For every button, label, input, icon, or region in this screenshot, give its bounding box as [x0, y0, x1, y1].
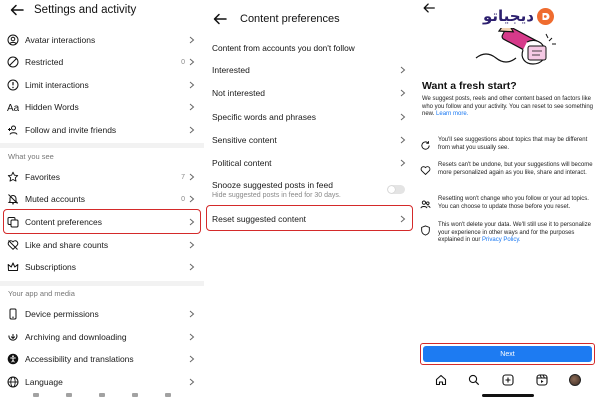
settings-item-label: Subscriptions — [25, 262, 77, 272]
heart-icon — [420, 163, 432, 175]
chevron-right-icon — [189, 103, 195, 111]
content-preferences-icon — [7, 216, 19, 228]
avatar — [569, 374, 581, 386]
chevron-right-icon — [189, 218, 195, 226]
back-arrow-icon[interactable] — [422, 1, 436, 15]
settings-item-accessibility[interactable] — [0, 348, 204, 370]
settings-item-label: Follow and invite friends — [25, 125, 117, 135]
content-pref-not-interested[interactable] — [204, 81, 416, 104]
chevron-right-icon — [189, 58, 195, 66]
snooze-subtitle: Hide suggested posts in feed for 30 days. — [212, 192, 341, 199]
settings-header — [0, 0, 204, 20]
chevron-right-icon — [189, 81, 195, 89]
settings-item-muted-accounts[interactable] — [0, 188, 204, 210]
tab-profile[interactable] — [568, 373, 582, 387]
page-title: Settings and activity — [34, 4, 137, 16]
settings-item-label: Accessibility and translations — [25, 354, 134, 364]
chevron-right-icon — [189, 378, 195, 386]
download-icon — [7, 331, 19, 343]
back-arrow-icon[interactable] — [212, 11, 228, 27]
settings-item-archiving-downloading[interactable] — [0, 326, 204, 348]
settings-item-limit-interactions[interactable] — [0, 74, 204, 96]
settings-item-subscriptions[interactable] — [0, 256, 204, 278]
count-badge: 0 — [181, 58, 185, 66]
settings-item-label: Muted accounts — [25, 194, 86, 204]
info-item-cant-undo — [420, 162, 596, 177]
section-title-not-following: Content from accounts you don't follow — [212, 43, 355, 53]
chevron-right-icon — [189, 195, 195, 203]
heart-off-icon — [7, 239, 19, 251]
content-pref-label: Interested — [212, 64, 250, 75]
chevron-right-icon — [400, 89, 406, 97]
settings-item-label: Like and share counts — [25, 240, 109, 250]
home-indicator — [482, 394, 534, 397]
fresh-start-description — [422, 96, 596, 119]
text-aa-icon — [7, 101, 19, 113]
back-arrow-icon[interactable] — [9, 2, 25, 18]
learn-more-link[interactable]: Learn more. — [436, 111, 469, 117]
settings-item-label: Hidden Words — [25, 102, 79, 112]
chevron-right-icon — [189, 36, 195, 44]
next-button[interactable]: Next — [423, 346, 592, 362]
tab-reels[interactable] — [535, 373, 549, 387]
info-item-data-kept — [420, 222, 596, 245]
fresh-start-panel — [416, 0, 600, 400]
info-item-follow-unchanged — [420, 196, 596, 211]
content-pref-label: Political content — [212, 157, 272, 168]
settings-item-device-permissions[interactable] — [0, 303, 204, 325]
reels-icon — [536, 374, 548, 386]
shield-icon — [420, 223, 432, 235]
crown-icon — [7, 261, 19, 273]
fresh-start-title: Want a fresh start? — [422, 80, 517, 92]
snooze-toggle[interactable] — [387, 185, 405, 194]
highlight-next-button — [420, 343, 595, 365]
fresh-start-illustration-icon — [472, 28, 562, 74]
add-post-icon — [502, 374, 514, 386]
info-text: Resetting won't change who you follow or your ad topics. You can choose to update those before you reset. — [438, 196, 589, 210]
bell-off-icon — [7, 193, 19, 205]
section-title-app-media: Your app and media — [8, 289, 75, 298]
chevron-right-icon — [189, 173, 195, 181]
settings-item-follow-invite[interactable] — [0, 119, 204, 141]
logo-text: دیجیاتو — [483, 7, 534, 25]
tab-home[interactable] — [434, 373, 448, 387]
star-icon — [7, 171, 19, 183]
settings-item-label: Limit interactions — [25, 80, 89, 90]
chevron-right-icon — [189, 241, 195, 249]
reset-suggested-content-row[interactable] — [204, 207, 416, 230]
settings-item-hidden-words[interactable] — [0, 96, 204, 118]
info-item-new-topics — [420, 137, 596, 152]
content-pref-label: Specific words and phrases — [212, 111, 316, 122]
refresh-icon — [420, 138, 432, 150]
accessibility-icon — [7, 353, 19, 365]
description-text: We suggest posts, reels and other content based on factors like who you follow and your activity. You can reset to see something new. — [422, 96, 593, 117]
tab-search[interactable] — [467, 373, 481, 387]
chevron-right-icon — [400, 159, 406, 167]
chevron-right-icon — [400, 113, 406, 121]
settings-item-label: Favorites — [25, 172, 60, 182]
chevron-right-icon — [189, 126, 195, 134]
logo-badge-icon — [537, 8, 554, 25]
limit-icon — [7, 79, 19, 91]
settings-item-content-preferences[interactable] — [0, 211, 204, 233]
content-pref-political[interactable] — [204, 151, 416, 174]
avatar-icon — [7, 34, 19, 46]
content-preferences-panel — [204, 0, 416, 400]
settings-item-label: Content preferences — [25, 217, 103, 227]
settings-item-label: Restricted — [25, 57, 64, 67]
content-preferences-header — [204, 9, 416, 29]
content-pref-label: Not interested — [212, 87, 265, 98]
section-divider — [0, 281, 204, 286]
tab-create[interactable] — [501, 373, 515, 387]
watermark-logo — [483, 7, 554, 25]
globe-icon — [7, 376, 19, 388]
section-divider — [0, 143, 204, 148]
content-pref-label: Sensitive content — [212, 134, 277, 145]
search-icon — [468, 374, 480, 386]
info-text: You'll see suggestions about topics that may be different from what you usually see. — [438, 137, 588, 151]
bottom-nav-hint — [0, 393, 204, 400]
section-title-what-you-see: What you see — [8, 152, 54, 161]
settings-item-like-share-counts[interactable] — [0, 234, 204, 256]
info-text — [438, 222, 596, 245]
page-title: Content preferences — [240, 13, 340, 25]
settings-item-restricted[interactable] — [0, 51, 204, 73]
chevron-right-icon — [189, 355, 195, 363]
svg-text:Aa: Aa — [7, 103, 19, 113]
settings-item-favorites[interactable] — [0, 166, 204, 188]
content-pref-interested[interactable] — [204, 58, 416, 81]
restricted-icon — [7, 56, 19, 68]
chevron-right-icon — [189, 310, 195, 318]
chevron-right-icon — [189, 263, 195, 271]
reset-suggested-label: Reset suggested content — [212, 213, 307, 224]
bottom-tab-bar — [416, 369, 600, 391]
settings-item-label: Device permissions — [25, 309, 99, 319]
settings-item-label: Language — [25, 377, 63, 387]
settings-item-avatar-interactions[interactable] — [0, 29, 204, 51]
content-pref-specific-words[interactable] — [204, 105, 416, 128]
phone-icon — [7, 308, 19, 320]
person-add-icon — [7, 124, 19, 136]
content-pref-sensitive[interactable] — [204, 128, 416, 151]
info-text: Resets can't be undone, but your suggestions will become more personalized again as you like, share and interact. — [438, 162, 593, 176]
people-icon — [420, 197, 432, 209]
count-badge: 0 — [181, 195, 185, 203]
settings-item-language[interactable] — [0, 371, 204, 393]
info-text-body: This won't delete your data. We'll still use it to personalize your experience in other ways and for the purposes explained in our — [438, 222, 591, 243]
settings-item-label: Avatar interactions — [25, 35, 96, 45]
snooze-title: Snooze suggested posts in feed — [212, 180, 333, 190]
chevron-right-icon — [400, 136, 406, 144]
settings-panel — [0, 0, 204, 400]
chevron-right-icon — [400, 66, 406, 74]
privacy-policy-link[interactable]: Privacy Policy. — [482, 237, 521, 243]
count-badge: 7 — [181, 173, 185, 181]
chevron-right-icon — [400, 215, 406, 223]
toggle-knob — [388, 186, 395, 193]
chevron-right-icon — [189, 333, 195, 341]
settings-item-label: Archiving and downloading — [25, 332, 127, 342]
home-icon — [435, 374, 447, 386]
